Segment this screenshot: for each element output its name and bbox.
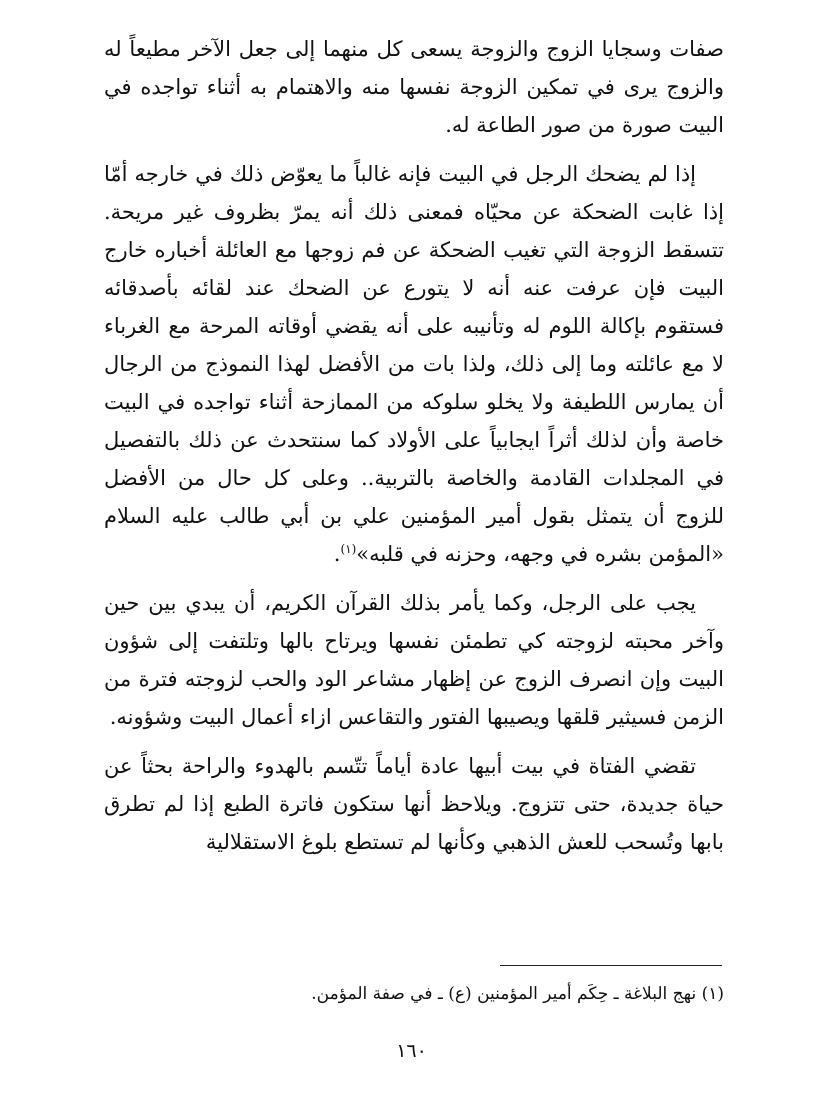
paragraph-2 [104,155,724,573]
footnote-reference[interactable]: (١) [340,542,357,556]
paragraph-2-tail: . [333,542,341,566]
paragraph-2-text: إذا لم يضحك الرجل في البيت فإنه غالباً ما يعوّض ذلك في خارجه أمّا إذا غابت الضحكة عن محيّاه فمعنى ذلك أنه يمرّ بظروف غير مريحة. تتسقط الزوجة التي تغيب الضحكة عن فم زوجها مع العائلة أخباره خارج البيت فإن عرفت عنه أنه لا يتورع عن الضحك عند لقائه بأصدقائه فستقوم بإكالة اللوم له وتأنيبه على أنه يقضي أوقاته المرحة مع الغرباء لا مع عائلته وما إلى ذلك، ولذا بات من الأفضل لهذا النموذج من الرجال أن يمارس اللطيفة ولا يخلو سلوكه من الممازحة أثناء تواجده في البيت خاصة وأن لذلك أثراً ايجابياً على الأولاد كما سنتحدث عن ذلك بالتفصيل في المجلدات القادمة والخاصة بالتربية.. وعلى كل حال من الأفضل للزوج أن يتمثل بقول أمير المؤمنين علي بن أبي طالب عليه السلام «المؤمن بشره في وجهه، وحزنه في قلبه» [104,162,724,566]
page-body [104,30,724,861]
paragraph-3: يجب على الرجل، وكما يأمر بذلك القرآن الكريم، أن يبدي بين حين وآخر محبته لزوجته كي تطمئن نفسها ويرتاح بالها وتلتفت إلى شؤون البيت وإن انصرف الزوج عن إظهار مشاعر الود والحب لزوجته فترة من الزمن فسيثير قلقها ويصيبها الفتور والتقاعس ازاء أعمال البيت وشؤونه. [104,591,724,729]
page-number: ١٦٠ [396,1040,427,1062]
footnote: (١) نهج البلاغة ـ حِكَم أمير المؤمنين (ع) ـ في صفة المؤمن. [311,984,724,1004]
footnote-divider [500,965,722,966]
paragraph-4: تقضي الفتاة في بيت أبيها عادة أياماً تتّسم بالهدوء والراحة بحثاً عن حياة جديدة، حتى تتزوج. ويلاحظ أنها ستكون فاترة الطبع إذا لم تطرق بابها وتُسحب للعش الذهبي وكأنها لم تستطع بلوغ الاستقلالية [104,754,724,854]
paragraph-1: صفات وسجايا الزوج والزوجة يسعى كل منهما إلى جعل الآخر مطيعاً له والزوج يرى في تمكين الزوجة نفسها منه والاهتمام به أثناء تواجده في البيت صورة من صور الطاعة له. [104,37,724,137]
